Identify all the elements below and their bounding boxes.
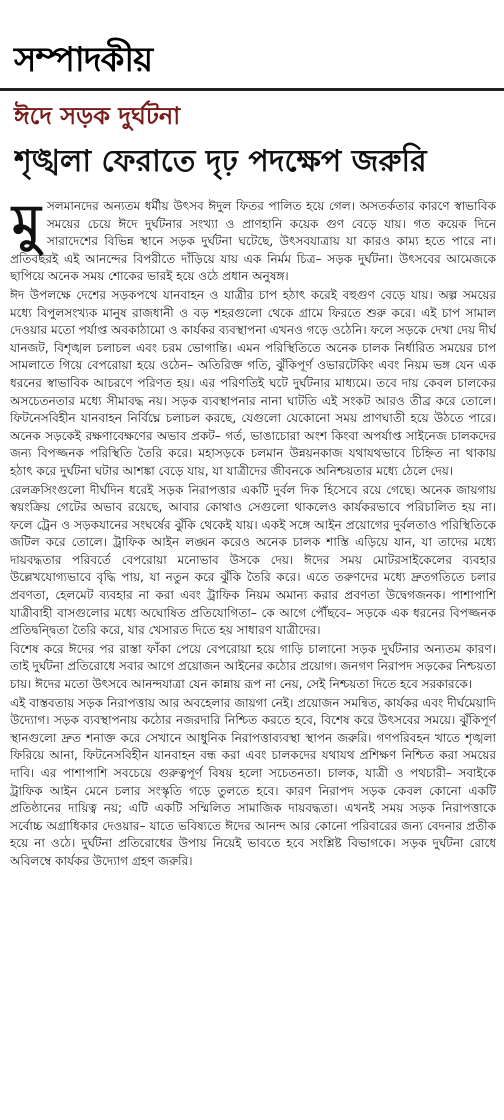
paragraph-1 [10,198,496,286]
paragraph-4: বিশেষ করে ঈদের পর রাস্তা ফাঁকা পেয়ে বেপরোয়া হয়ে গাড়ি চালানো সড়ক দুর্ঘটনার অন্যতম কারণ। তাই দুর্ঘটনা প্রতিরোধে সবার আগে প্রয়োজন আইনের কঠোর প্রয়োগ। জনগণ নিরাপদ সড়কের নিশ্চয়তা চায়। ঈদের মতো উৎসবে আনন্দযাত্রা যেন কান্নায় রূপ না নেয়, সেই নিশ্চয়তা দিতে হবে সরকারকে। [10,641,496,692]
headline: শৃঙ্খলা ফেরাতে দৃঢ় পদক্ষেপ জরুরি [14,144,427,179]
masthead: সম্পাদকীয় [14,40,153,80]
paragraph-2: ঈদ উপলক্ষে দেশের সড়কপথে যানবাহন ও যাত্রীর চাপ হঠাৎ করেই বহুগুণ বেড়ে যায়। অল্প সময়ের মধ্যে বিপুলসংখ্যক মানুষ রাজধানী ও বড় শহরগুলো থেকে গ্রামে ফিরতে শুরু করে। এই চাপ সামাল দেওয়ার মতো পর্যাপ্ত অবকাঠামো ও কার্যকর ব্যবস্থাপনা এখনও গড়ে ওঠেনি। ফলে সড়কে দেখা দেয় দীর্ঘ যানজট, বিশৃঙ্খল চলাচল এবং চরম ভোগান্তি। এমন পরিস্থিতিতে অনেক চালক নির্ধারিত সময়ের চাপ সামলাতে গিয়ে বেপরোয়া হয়ে ওঠেন– অতিরিক্ত গতি, ঝুঁকিপূর্ণ ওভারটেকিং এবং নিয়ম ভঙ্গ যেন এক ধরনের স্বাভাবিক আচরণে পরিণত হয়। এর পরিণতিই ঘটে দুর্ঘটনার মাধ্যমে। তবে দায় কেবল চালকের অসচেতনতার মধ্যে সীমাবদ্ধ নয়। সড়ক ব্যবস্থাপনার নানা ঘাটতি এই সংকট আরও তীব্র করে তোলে। ফিটনেসবিহীন যানবাহন নির্বিঘ্নে চলাচল করছে, যেগুলো যেকোনো সময় প্রাণঘাতী হয়ে উঠতে পারে। অনেক সড়কেই রক্ষণাবেক্ষণের অভাব প্রকট– গর্ত, ভাঙাচোরা অংশ কিংবা অপর্যাপ্ত সাইনেজ চালকদের জন্য বিপজ্জনক পরিস্থিতি তৈরি করে। মহাসড়কে চলমান উন্নয়নকাজ যথাযথভাবে চিহ্নিত না থাকায় হঠাৎ করে দুর্ঘটনা ঘটার আশঙ্কা বেড়ে যায়, যা যাত্রীদের জীবনকে অনিশ্চয়তার মধ্যে ঠেলে দেয়। [10,287,496,478]
drop-cap: মু [12,198,41,254]
paragraph-3: রেলক্রসিংগুলো দীর্ঘদিন ধরেই সড়ক নিরাপত্তার একটি দুর্বল দিক হিসেবে রয়ে গেছে। অনেক জায়গায় স্বয়ংক্রিয় গেটের অভাব রয়েছে, আবার কোথাও সেগুলো থাকলেও কার্যকরভাবে পরিচালিত হয় না। ফলে ট্রেন ও সড়কযানের সংঘর্ষের ঝুঁকি থেকেই যায়। একই সঙ্গে আইন প্রয়োগের দুর্বলতাও পরিস্থিতিকে জটিল করে তোলে। ট্রাফিক আইন লঙ্ঘন করেও অনেক চালক শাস্তি এড়িয়ে যান, যা তাদের মধ্যে দায়বদ্ধতার পরিবর্তে বেপরোয়া মনোভাব উসকে দেয়। ঈদের সময় মোটরসাইকেলের ব্যবহার উল্লেখযোগ্যভাবে বৃদ্ধি পায়, যা নতুন করে ঝুঁকি তৈরি করে। এতে তরুণদের মধ্যে দ্রুতগতিতে চলার প্রবণতা, হেলমেট ব্যবহার না করা এবং ট্রাফিক নিয়ম অমান্য করার প্রবণতা উদ্বেগজনক। পাশাপাশি যাত্রীবাহী বাসগুলোর মধ্যে অঘোষিত প্রতিযোগিতা– কে আগে পৌঁছবে– সড়কে এক ধরনের বিপজ্জনক প্রতিদ্বন্দ্বিতা তৈরি করে, যার খেসারত দিতে হয় সাধারণ যাত্রীদের। [10,482,496,638]
editorial-article [10,198,496,1116]
paragraph-5: এই বাস্তবতায় সড়ক নিরাপত্তায় আর অবহেলার জায়গা নেই। প্রয়োজন সমন্বিত, কার্যকর এবং দীর্ঘমেয়াদি উদ্যোগ। সড়ক ব্যবস্থাপনায় কঠোর নজরদারি নিশ্চিত করতে হবে, বিশেষ করে উৎসবের সময়ে। ঝুঁকিপূর্ণ স্থানগুলো দ্রুত শনাক্ত করে সেখানে আধুনিক নিরাপত্তাব্যবস্থা স্থাপন জরুরি। গণপরিবহন খাতে শৃঙ্খলা ফিরিয়ে আনা, ফিটনেসবিহীন যানবাহন বন্ধ করা এবং চালকদের যথাযথ প্রশিক্ষণ নিশ্চিত করা সময়ের দাবি। এর পাশাপাশি সবচেয়ে গুরুত্বপূর্ণ বিষয় হলো সচেতনতা। চালক, যাত্রী ও পথচারী– সবাইকে ট্রাফিক আইন মেনে চলার সংস্কৃতি গড়ে তুলতে হবে। কারণ নিরাপদ সড়ক কেবল কোনো একটি প্রতিষ্ঠানের দায়িত্ব নয়; এটি একটি সম্মিলিত সামাজিক দায়বদ্ধতা। এখনই সময় সড়ক নিরাপত্তাকে সর্বোচ্চ অগ্রাধিকার দেওয়ার– যাতে ভবিষ্যতে ঈদের আনন্দ আর কোনো পরিবারের জন্য বেদনার প্রতীক হয়ে না ওঠে। দুর্ঘটনা প্রতিরোধের উপায় নিয়েই ভাবতে হবে সংশ্লিষ্ট বিভাগকে। সড়ক দুর্ঘটনা রোধে অবিলম্বে কার্যকর উদ্যোগ গ্রহণ জরুরি। [10,695,496,868]
kicker: ঈদে সড়ক দুর্ঘটনা [14,102,181,130]
paragraph-1-text: সলমানদের অন্যতম ধর্মীয় উৎসব ঈদুল ফিতর পালিত হয়ে গেল। অসতর্কতার কারণে স্বাভাবিক সময়ের চেয়ে ঈদে দুর্ঘটনার সংখ্যা ও প্রাণহানি কয়েক গুণ বেড়ে যায়। গত কয়েক দিনে সারাদেশের বিভিন্ন স্থানে সড়ক দুর্ঘটনা ঘটেছে, উৎসবযাত্রায় যা কারও কাম্য হতে পারে না। প্রতিবছরই এই আনন্দের বিপরীতে দাঁড়িয়ে যায় এক নির্মম চিত্র– সড়ক দুর্ঘটনা। উৎসবের আমেজকে ছাপিয়ে অনেক সময় শোকের ভারই হয়ে ওঠে প্রধান অনুষঙ্গ। [10,199,496,284]
header-divider [0,88,504,91]
